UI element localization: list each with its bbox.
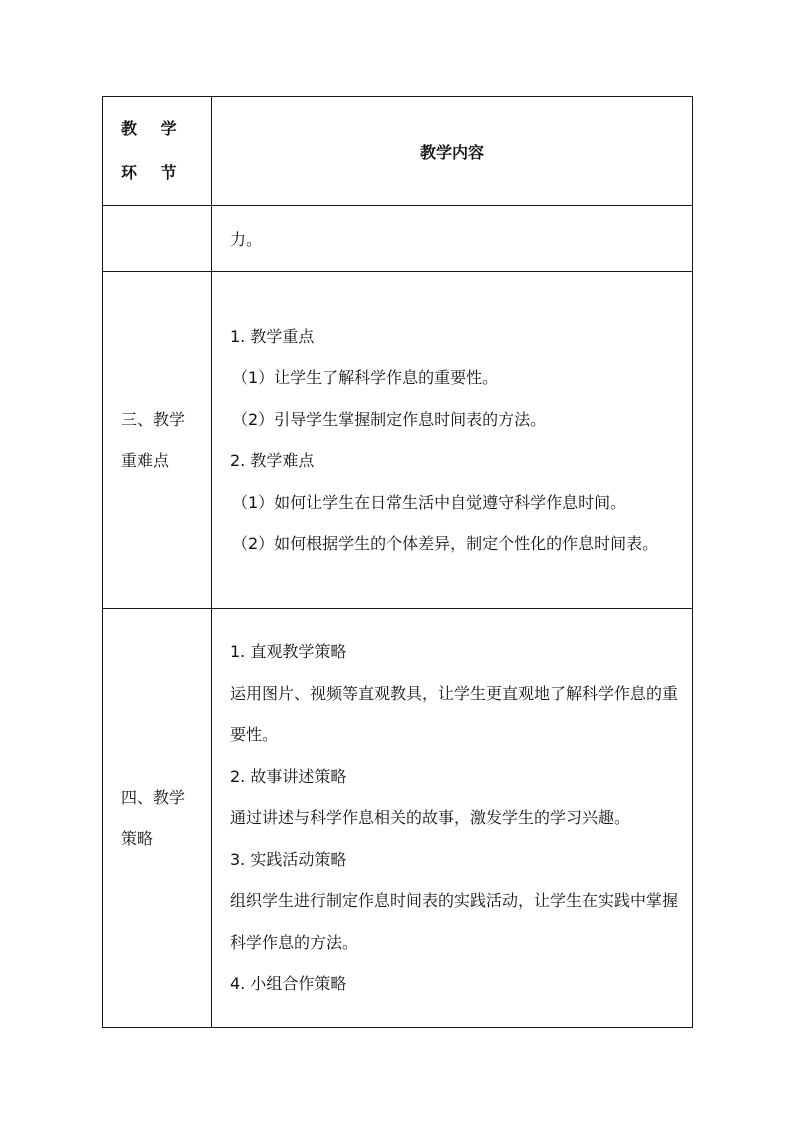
key-points-label: 三、教学重难点 bbox=[103, 272, 212, 609]
strategies-label: 四、教学策略 bbox=[103, 609, 212, 1028]
strategy-title: 2. 故事讲述策略 bbox=[230, 766, 347, 786]
strategies-row bbox=[103, 609, 693, 1028]
strategy-description: 组织学生进行制定作息时间表的实践活动，让学生在实践中掌握科学作息的方法。 bbox=[230, 891, 679, 952]
continuation-row bbox=[103, 206, 693, 272]
key-points-content bbox=[212, 272, 693, 609]
stage-column-header: 教 学 环 节 bbox=[103, 97, 212, 206]
focus-item: （1）让学生了解科学作息的重要性。 bbox=[232, 368, 499, 387]
strategy-description: 运用图片、视频等直观教具，让学生更直观地了解科学作息的重要性。 bbox=[230, 683, 679, 745]
focus-item: （2）引导学生掌握制定作息时间表的方法。 bbox=[232, 409, 547, 429]
strategy-description: 通过讲述与科学作息相关的故事，激发学生的学习兴趣。 bbox=[230, 808, 631, 828]
strategy-title: 1. 直观教学策略 bbox=[230, 642, 347, 662]
strategies-content bbox=[212, 609, 693, 1028]
strategy-title: 4. 小组合作策略 bbox=[230, 974, 347, 994]
header-row bbox=[103, 97, 693, 206]
strategy-title: 3. 实践活动策略 bbox=[230, 849, 347, 869]
difficulty-item: （1）如何让学生在日常生活中自觉遵守科学作息时间。 bbox=[232, 492, 627, 512]
continuation-stage-cell bbox=[103, 206, 212, 272]
continuation-text: 力。 bbox=[212, 206, 693, 272]
difficulty-item: （2）如何根据学生的个体差异，制定个性化的作息时间表。 bbox=[232, 534, 659, 553]
lesson-plan-table bbox=[102, 96, 693, 1028]
focus-title: 1. 教学重点 bbox=[230, 326, 315, 346]
content-column-header: 教学内容 bbox=[212, 97, 693, 206]
key-points-row bbox=[103, 272, 693, 609]
difficulty-title: 2. 教学难点 bbox=[230, 451, 315, 470]
